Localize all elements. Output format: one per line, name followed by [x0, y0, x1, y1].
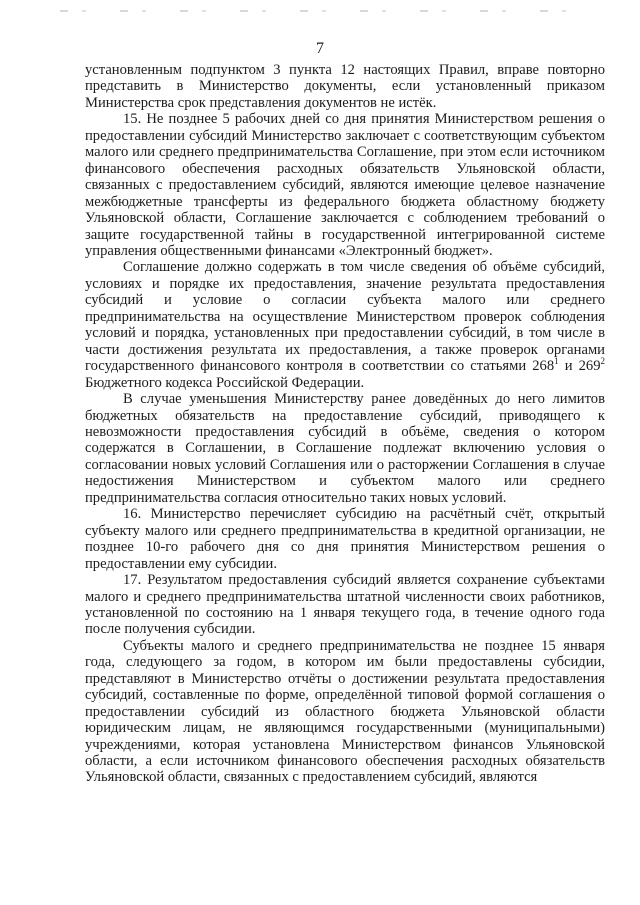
document-body: [85, 62, 605, 786]
paragraph-clause-15: 15. Не позднее 5 рабочих дней со дня принятия Министерством решения о предоставлении субсидий Министерство заключает с соответствующим субъектом малого или среднего предпринимательства Соглашение, при этом если источником финансового обеспечения расходных обязательств Ульяновской области, связанных с предоставлением субсидий, являются имеющие целевое назначение межбюджетные трансферты из федерального бюджета областному бюджету Ульяновской области, Соглашение заключается с соблюдением требований о защите государственной тайны в государственной интегрированной системе управления общественными финансами «Электронный бюджет».: [85, 111, 605, 259]
page-number: 7: [316, 40, 324, 57]
paragraph-text-part: Соглашение должно содержать в том числе сведения об объёме субсидий, условиях и порядке их предоставления, значение результата предоставления субсидий и условие о согласии субъекта малого или среднего предпринимательства на осуществление Министерством проверок соблюдения условий и порядка, установленных при предоставлении субсидий, в том числе в части достижения результата их предоставления, а также проверок органами государственного финансового контроля в соответствии со статьями 268: [85, 259, 605, 375]
paragraph-text-part: Бюджетного кодекса Российской Федерации.: [85, 374, 365, 391]
paragraph-limits-reduction: В случае уменьшения Министерству ранее доведённых до него лимитов бюджетных обязательств на предоставление субсидий, приводящего к невозможности предоставления субсидий в объёме, сведения о котором содержатся в Соглашении, в Соглашение подлежат включению условия о согласовании новых условий Соглашения или о расторжении Соглашения в случае недостижения Министерством и субъектом малого или среднего предпринимательства согласия относительно таких новых условий.: [85, 391, 605, 506]
superscript: 1: [554, 356, 559, 367]
paragraph-continuation: установленным подпунктом 3 пункта 12 настоящих Правил, вправе повторно представить в Министерство документы, если установленный приказом Министерства срок представления документов не истёк.: [85, 62, 605, 111]
paragraph-agreement-content: [85, 259, 605, 391]
superscript: 2: [600, 356, 605, 367]
paragraph-text-part: и 269: [558, 358, 601, 375]
scan-edge-artifact: [60, 10, 580, 12]
paragraph-clause-17: 17. Результатом предоставления субсидий является сохранение субъектами малого и среднего предпринимательства штатной численности своих работников, установленной по состоянию на 1 января текущего года, в течение одного года после получения субсидии.: [85, 572, 605, 638]
paragraph-clause-16: 16. Министерство перечисляет субсидию на расчётный счёт, открытый субъекту малого или среднего предпринимательства в кредитной организации, не позднее 10-го рабочего дня со дня принятия Министерством решения о предоставлении ему субсидии.: [85, 506, 605, 572]
paragraph-reporting: Субъекты малого и среднего предпринимательства не позднее 15 января года, следующего за годом, в котором им были предоставлены субсидии, представляют в Министерство отчёты о достижении результата предоставления субсидий, составленные по форме, определённой типовой формой соглашения о предоставлении субсидий из областного бюджета Ульяновской области юридическим лицам, не являющимся государственными (муниципальными) учреждениями, которая установлена Министерством финансов Ульяновской области, а если источником финансового обеспечения расходных обязательств Ульяновской области, связанных с предоставлением субсидий, являются: [85, 637, 605, 786]
